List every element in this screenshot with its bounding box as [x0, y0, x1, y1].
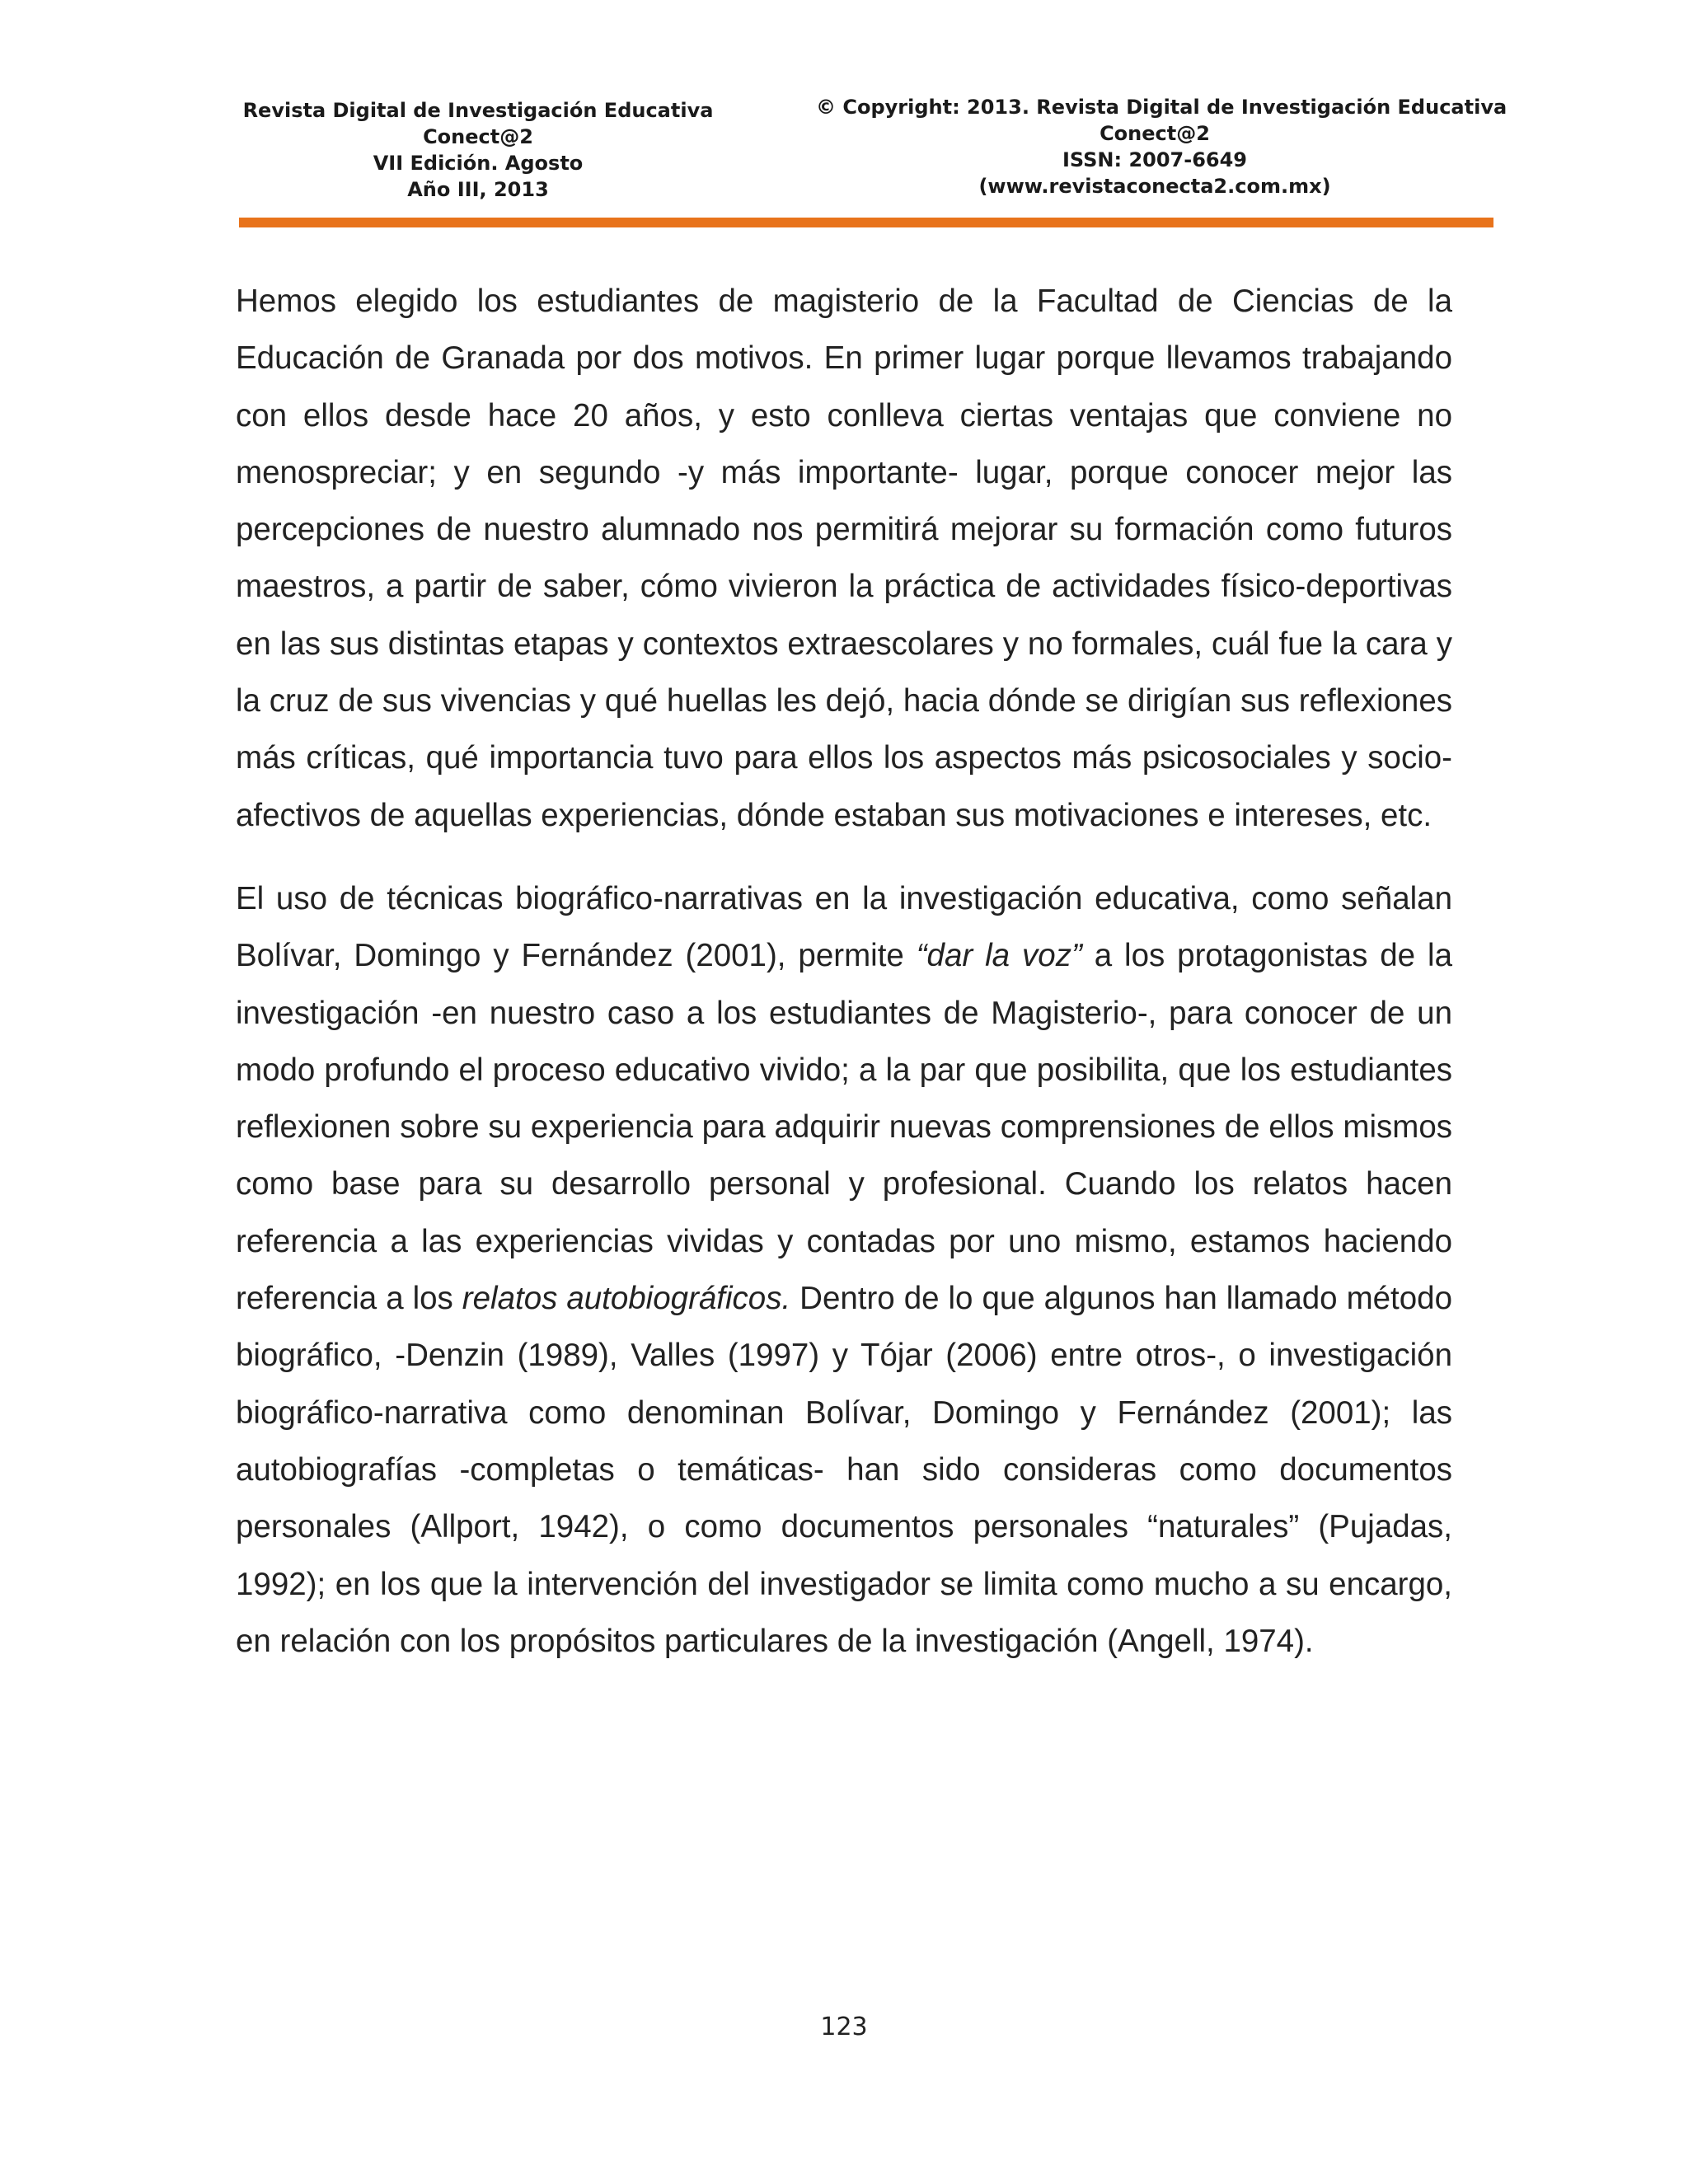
page-number: 123: [820, 2013, 868, 2041]
issn: ISSN: 2007-6649: [1062, 148, 1247, 171]
paragraph-2-text-1: El uso de técnicas biográfico-narrativas en la investigación educativa, como señalan Bolívar, Domingo y Fernández (2001), permite: [236, 880, 1452, 974]
page-header: [239, 91, 1507, 214]
body-text: [236, 273, 1452, 1670]
copyright-line: © Copyright: 2013. Revista Digital de Investigación Educativa: [816, 96, 1507, 119]
year-info: Año III, 2013: [407, 178, 549, 201]
paragraph-2: [236, 870, 1452, 1670]
paragraph-2-text-2: a los protagonistas de la investigación -en nuestro caso a los estudiantes de Magisterio-, para conocer de un modo profundo el proceso educativo vivido; a la par que posibilita, que los estudiantes reflexionen sobre su experiencia para adquirir nuevas comprensiones de ellos mismos como base para su desarrollo personal y profesional. Cuando los relatos hacen referencia a las experiencias vividas y contadas por uno mismo, estamos haciendo referencia a los: [236, 938, 1452, 1317]
header-divider: [239, 218, 1493, 227]
journal-url: (www.revistaconecta2.com.mx): [978, 175, 1331, 198]
journal-info: [239, 97, 717, 203]
paragraph-2-quote: “dar la voz”: [916, 938, 1082, 974]
copyright-journal-name: Conect@2: [1100, 122, 1210, 145]
paragraph-2-text-3: Dentro de lo que algunos han llamado método biográfico, -Denzin (1989), Valles (1997) y Tójar (2006) entre otros-, o investigación biográfico-narrativa como denominan Bolívar, Domingo y Fernández (2001); las autobiografías -completas o temáticas- han sido consideras como documentos personales (Allport, 1942), o como documentos personales “naturales” (Pujadas, 1992); en los que la intervención del investigador se limita como mucho a su encargo, en relación con los propósitos particulares de la investigación (Angell, 1974).: [236, 1281, 1452, 1659]
paragraph-2-emphasis: relatos autobiográficos.: [462, 1281, 791, 1317]
paragraph-1: Hemos elegido los estudiantes de magisterio de la Facultad de Ciencias de la Educación de Granada por dos motivos. En primer lugar porque llevamos trabajando con ellos desde hace 20 años, y esto conlleva ciertas ventajas que conviene no menospreciar; y en segundo -y más importante- lugar, porque conocer mejor las percepciones de nuestro alumnado nos permitirá mejorar su formación como futuros maestros, a partir de saber, cómo vivieron la práctica de actividades físico-deportivas en las sus distintas etapas y contextos extraescolares y no formales, cuál fue la cara y la cruz de sus vivencias y qué huellas les dejó, hacia dónde se dirigían sus reflexiones más críticas, qué importancia tuvo para ellos los aspectos más psicosociales y socio-afectivos de aquellas experiencias, dónde estaban sus motivaciones e intereses, etc.: [236, 284, 1452, 833]
journal-name: Conect@2: [423, 125, 533, 148]
edition-info: VII Edición. Agosto: [373, 152, 584, 175]
journal-title: Revista Digital de Investigación Educativa: [242, 99, 714, 122]
copyright-info: [816, 94, 1507, 199]
